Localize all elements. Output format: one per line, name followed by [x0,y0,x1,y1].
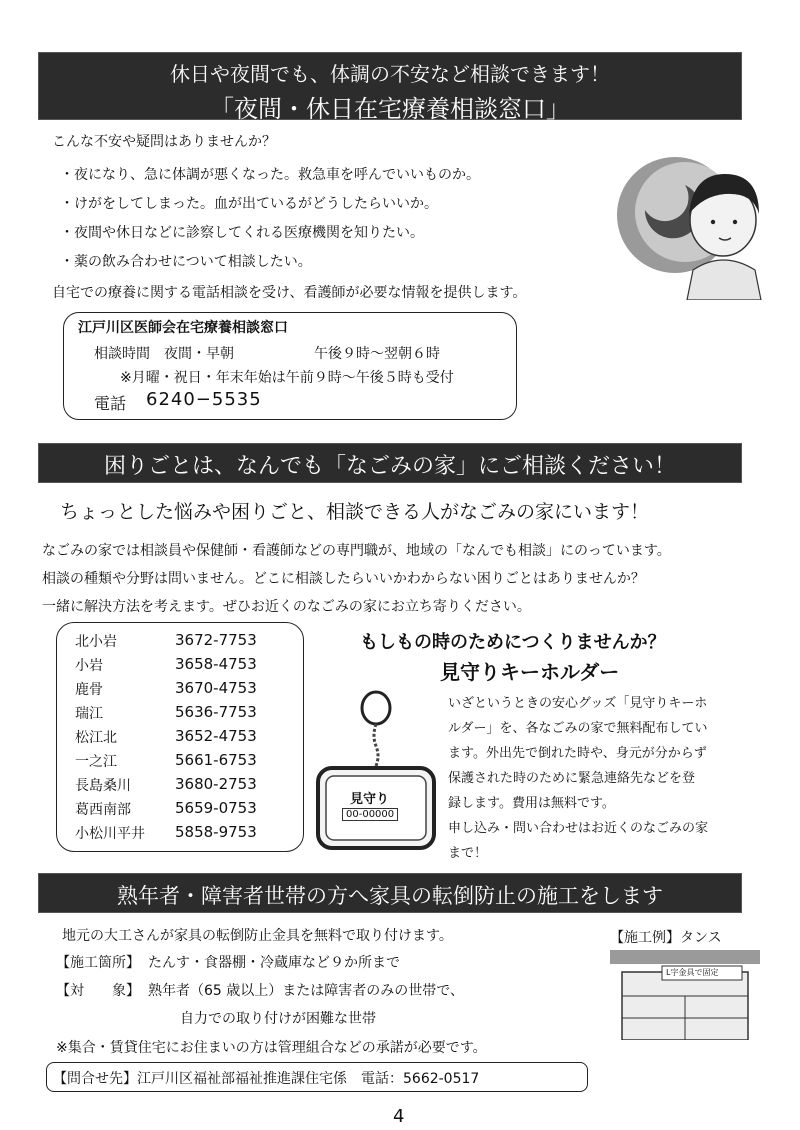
office-phone: 3658-4753 [175,655,257,673]
office-phone: 3652-4753 [175,727,257,745]
consultation-hours-label: 相談時間 夜間・早朝 [94,346,234,362]
section3-place-label: 【施工箇所】 [56,955,140,971]
keyholder-body-1: いざというときの安心グッズ「見守りキーホ [448,696,708,711]
keyholder-heading2: 見守りキーホルダー [440,660,620,684]
office-name: 鹿骨 [75,682,103,698]
keyholder-illustration [312,690,440,854]
section3-contact-box [46,1062,588,1092]
office-name: 小松川平井 [75,826,145,842]
section1-bullet-1: ・夜になり、急に体調が悪くなった。救急車を呼んでいいものか。 [60,167,480,183]
consultation-note: ※月曜・祝日・年末年始は午前９時～午後５時も受付 [120,370,454,386]
office-name: 長島桑川 [75,778,131,794]
keyholder-body-7: まで！ [448,846,488,861]
dresser-illustration [610,950,760,1040]
keyholder-body-4: 保護された時のために緊急連絡先などを登 [448,771,696,786]
section1-banner [38,52,742,123]
section2-banner [38,443,742,483]
section1-intro: こんな不安や疑問はありませんか？ [52,134,276,150]
consultation-box-title: 江戸川区医師会在宅療養相談窓口 [78,320,288,336]
office-name: 一之江 [75,754,117,770]
section2-paragraph-line2: 相談の種類や分野は問いません。どこに相談したらいいかわからない困りごとはありませんか？ [42,571,645,587]
keyholder-tag-number: 00-00000 [342,808,398,821]
office-phone: 3680-2753 [175,775,257,793]
section3-target-label: 【対 象】 [56,983,140,999]
section2-paragraph-line3: 一緒に解決方法を考えます。ぜひお近くのなごみの家にお立ち寄りください。 [42,599,531,615]
page-number: 4 [393,1106,405,1127]
office-phone: 5858-9753 [175,823,257,841]
keyholder-body-6: 申し込み・問い合わせはお近くのなごみの家 [448,821,709,836]
section1-summary: 自宅での療養に関する電話相談を受け、看護師が必要な情報を提供します。 [52,285,527,301]
consultation-phone-label: 電話 [94,394,127,413]
section3-contact: 【問合せ先】江戸川区福祉部福祉推進課住宅係 電話：5662-0517 [53,1071,480,1087]
keyholder-tag-text: 見守り [350,792,390,807]
section3-example-label: 【施工例】タンス [610,930,722,946]
office-phone: 3672-7753 [175,631,257,649]
section3-note: ※集合・賃貸住宅にお住まいの方は管理組合などの承諾が必要です。 [56,1040,487,1056]
section2-headline: ちょっとした悩みや困りごと、相談できる人がなごみの家にいます！ [60,501,650,523]
keyholder-body-5: 録します。費用は無料です。 [448,796,615,811]
office-name: 松江北 [75,730,117,746]
section1-bullet-2: ・けがをしてしまった。血が出ているがどうしたらいいか。 [60,196,438,212]
office-phone: 3670-4753 [175,679,257,697]
dresser-bracket-label: L字金具で固定 [666,968,719,977]
office-name: 瑞江 [75,706,103,722]
section3-banner-text: 熟年者・障害者世帯の方へ家具の転倒防止の施工をします [117,884,663,908]
office-phone: 5659-0753 [175,799,257,817]
keyholder-heading1: もしもの時のためにつくりませんか？ [360,632,666,653]
section3-place-value: たんす・食器棚・冷蔵庫など９か所まで [148,955,400,971]
section1-banner-line1: 休日や夜間でも、体調の不安など相談できます！ [170,62,610,86]
woman-moon-illustration [605,140,765,300]
office-name: 葛西南部 [75,802,131,818]
section1-banner-line2: 「夜間・休日在宅療養相談窓口」 [210,95,570,123]
office-phone: 5636-7753 [175,703,257,721]
keyholder-body-2: ルダー」を、各なごみの家で無料配布してい [448,721,708,736]
office-name: 北小岩 [75,634,117,650]
consultation-info-box [63,312,517,420]
office-name: 小岩 [75,658,103,674]
dresser-icon [610,950,760,1040]
keyholder-body-3: ます。外出先で倒れた時や、身元が分からず [448,746,707,761]
section3-target-value2: 自力での取り付けが困難な世帯 [180,1011,376,1027]
consultation-phone-value: 6240−5535 [146,389,262,410]
section3-banner [38,873,742,913]
section1-bullet-4: ・薬の飲み合わせについて相談したい。 [60,254,312,270]
section1-bullet-3: ・夜間や休日などに診察してくれる医療機関を知りたい。 [60,225,424,241]
section2-paragraph-line1: なごみの家では相談員や保健師・看護師などの専門職が、地域の「なんでも相談」にのっています。 [42,543,671,559]
keyring-icon [312,690,440,854]
section2-banner-text: 困りごとは、なんでも「なごみの家」にご相談ください！ [103,454,676,479]
nagomi-office-list [56,622,304,852]
office-phone: 5661-6753 [175,751,257,769]
section3-line1: 地元の大工さんが家具の転倒防止金具を無料で取り付けます。 [62,928,453,944]
consultation-hours-value: 午後９時～翌朝６時 [314,346,440,362]
section3-target-value1: 熟年者（65 歳以上）または障害者のみの世帯で、 [148,983,464,999]
